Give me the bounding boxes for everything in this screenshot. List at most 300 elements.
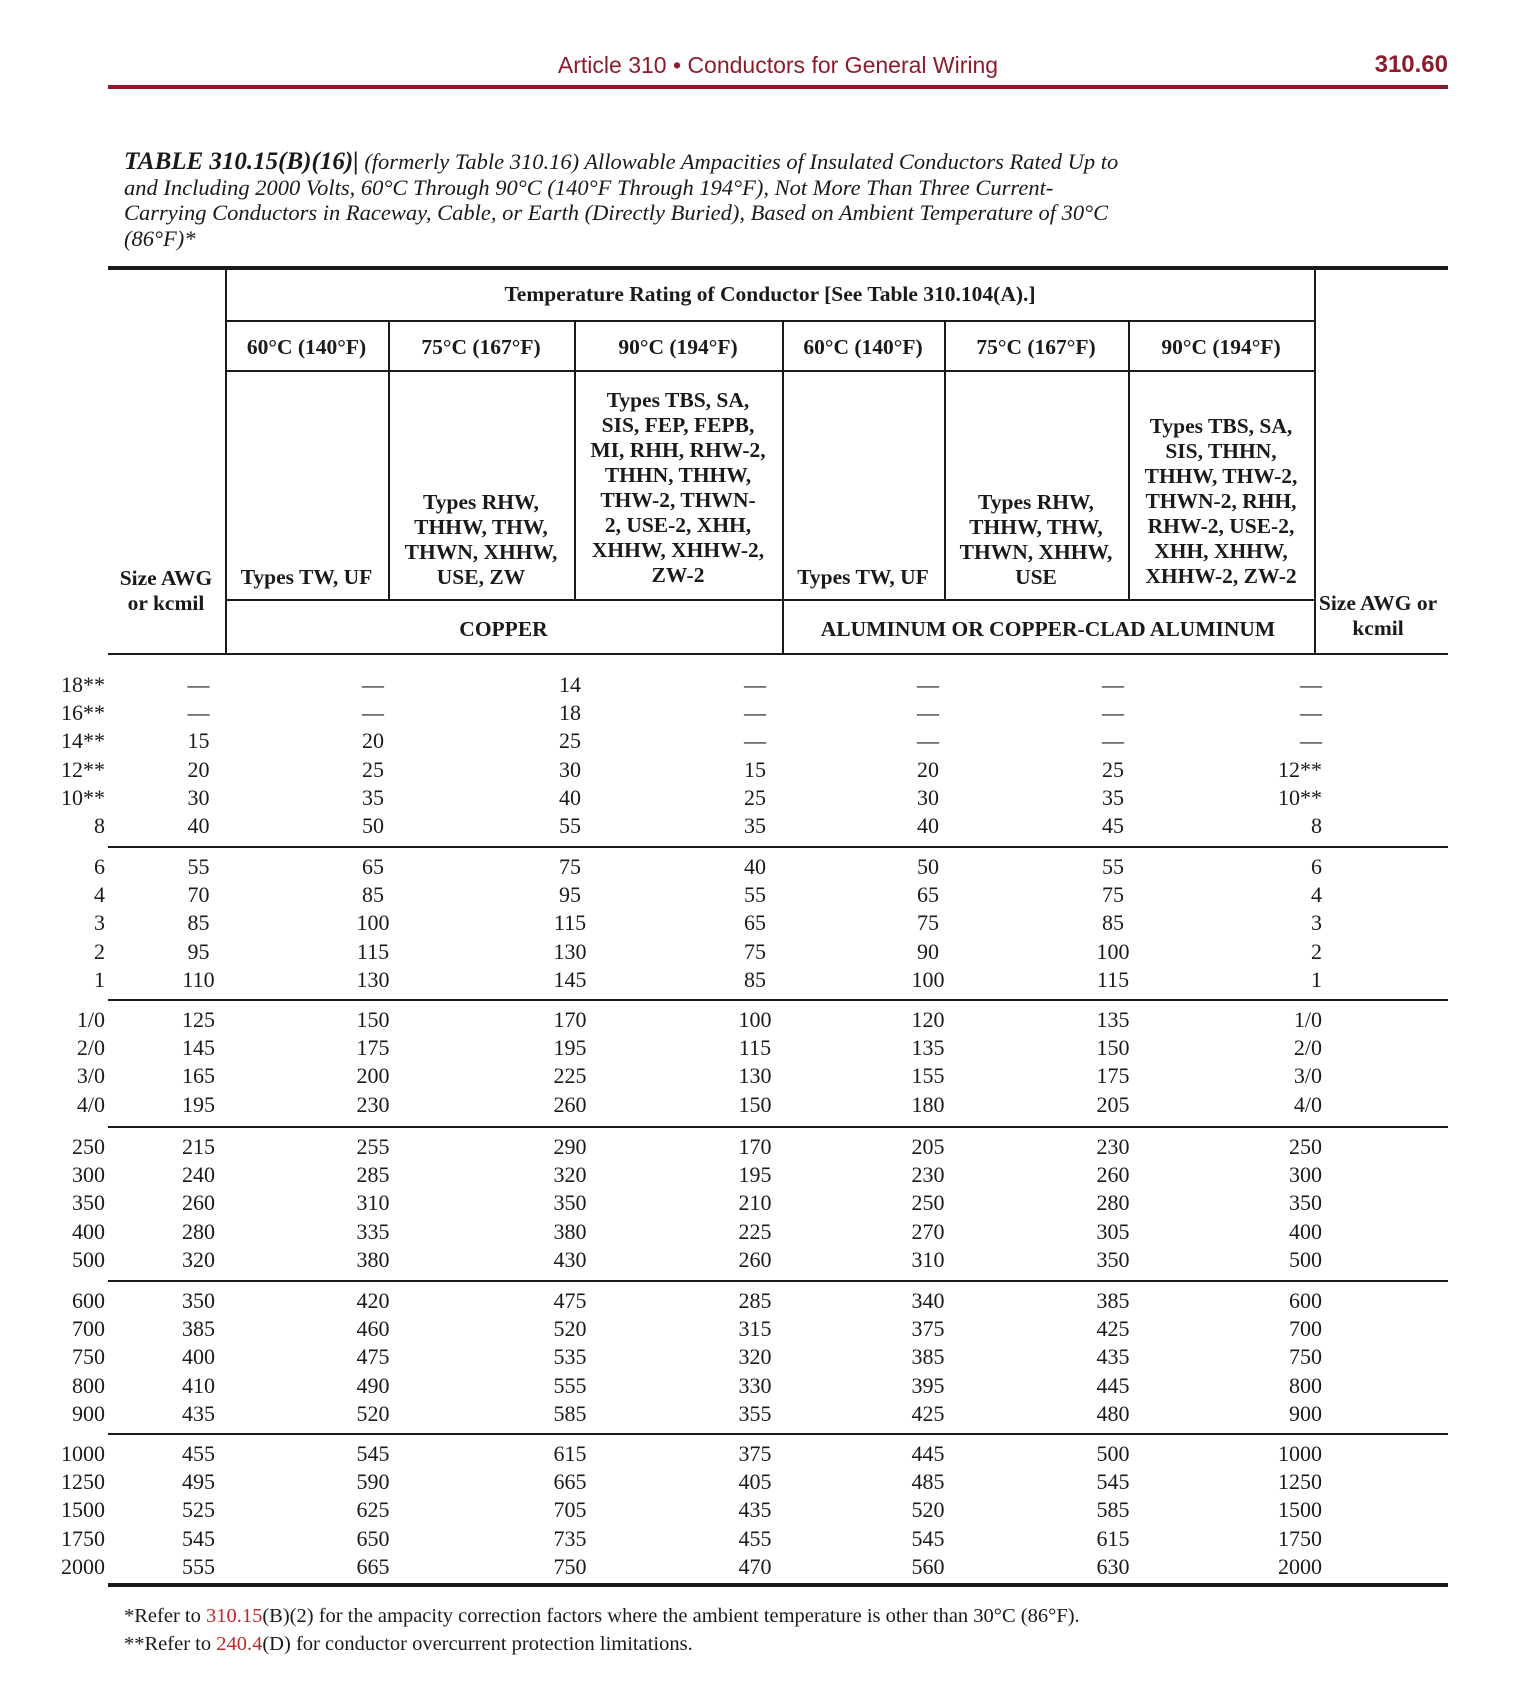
size-heading-left: Size AWG or kcmil bbox=[119, 566, 213, 615]
size-cell: 8 bbox=[1311, 813, 1322, 838]
table-row bbox=[0, 1553, 1340, 1581]
conductor-types: Types TW, UF bbox=[240, 565, 373, 589]
ampacity-cell: 20 bbox=[362, 728, 384, 754]
size-cell: 400 bbox=[1289, 1218, 1322, 1244]
aluminum-heading: ALUMINUM OR COPPER-CLAD ALUMINUM bbox=[820, 617, 1276, 641]
ampacity-cell: 615 bbox=[1096, 1525, 1130, 1551]
ampacity-cell: 115 bbox=[356, 938, 390, 964]
ampacity-cell: 55 bbox=[187, 854, 210, 879]
ampacity-cell: — bbox=[187, 700, 210, 726]
ampacity-cell: 260 bbox=[553, 1091, 587, 1117]
ampacity-cell: 375 bbox=[738, 1441, 772, 1466]
header-bottom-rule bbox=[108, 653, 1448, 655]
ampacity-cell: 205 bbox=[911, 1134, 945, 1159]
size-cell: 2 bbox=[1311, 938, 1322, 964]
ampacity-cell: 125 bbox=[182, 1007, 215, 1032]
ampacity-cell: 630 bbox=[1096, 1553, 1130, 1579]
ampacity-cell: 500 bbox=[1096, 1441, 1130, 1466]
ampacity-cell: 170 bbox=[738, 1134, 772, 1159]
ampacity-cell: 90 bbox=[917, 938, 939, 964]
size-cell: 12** bbox=[1278, 756, 1322, 782]
ampacity-cell: 525 bbox=[182, 1497, 215, 1523]
ampacity-cell: 215 bbox=[182, 1134, 215, 1159]
size-cell: 900 bbox=[72, 1400, 105, 1426]
ampacity-cell: — bbox=[362, 700, 384, 726]
ampacity-cell: 45 bbox=[1102, 813, 1124, 838]
size-cell: 6 bbox=[1311, 854, 1322, 879]
header-divider bbox=[225, 370, 1315, 372]
table-top-rule bbox=[108, 266, 1448, 270]
table-row bbox=[0, 1218, 1340, 1246]
size-cell: 250 bbox=[1289, 1134, 1322, 1159]
size-cell: 1/0 bbox=[1293, 1007, 1322, 1032]
ampacity-cell: 340 bbox=[911, 1288, 945, 1313]
ampacity-cell: 470 bbox=[738, 1553, 772, 1579]
ampacity-cell: 285 bbox=[738, 1288, 772, 1313]
section-number: 310.60 bbox=[1374, 51, 1448, 78]
size-cell: 1250 bbox=[61, 1469, 105, 1495]
size-cell: 750 bbox=[72, 1344, 105, 1370]
ampacity-cell: 65 bbox=[362, 854, 384, 879]
size-cell: 14** bbox=[61, 728, 105, 754]
ampacity-cell: 170 bbox=[553, 1007, 587, 1032]
ampacity-cell: — bbox=[917, 700, 939, 726]
ampacity-cell: 520 bbox=[356, 1400, 390, 1426]
size-cell: 600 bbox=[72, 1288, 105, 1313]
ampacity-cell: 615 bbox=[553, 1441, 587, 1466]
ampacity-cell: 130 bbox=[553, 938, 587, 964]
size-cell: 350 bbox=[72, 1190, 105, 1216]
table-row bbox=[0, 1246, 1340, 1274]
size-cell: 1750 bbox=[61, 1525, 105, 1551]
group-separator bbox=[108, 1126, 1448, 1128]
ampacity-cell: 310 bbox=[911, 1246, 945, 1272]
ampacity-cell: 260 bbox=[738, 1246, 772, 1272]
ampacity-cell: 285 bbox=[356, 1162, 390, 1188]
ampacity-cell: 430 bbox=[553, 1246, 587, 1272]
ampacity-cell: 25 bbox=[744, 784, 766, 810]
size-cell: 6 bbox=[94, 854, 105, 879]
ampacity-cell: 280 bbox=[1096, 1190, 1130, 1216]
size-cell: 3 bbox=[1311, 910, 1322, 936]
article-title: Conductors for General Wiring bbox=[687, 52, 999, 78]
size-cell: 400 bbox=[72, 1218, 105, 1244]
ampacity-cell: 495 bbox=[182, 1469, 215, 1495]
size-cell: 3/0 bbox=[1293, 1063, 1322, 1089]
ampacity-cell: 480 bbox=[1096, 1400, 1130, 1426]
size-cell: 4 bbox=[1311, 882, 1322, 908]
ampacity-cell: 405 bbox=[738, 1469, 772, 1495]
size-cell: 1000 bbox=[1278, 1441, 1322, 1466]
size-cell: 1750 bbox=[1278, 1525, 1322, 1551]
ampacity-cell: 520 bbox=[553, 1316, 587, 1342]
table-number: TABLE 310.15(B)(16) bbox=[124, 148, 354, 175]
ampacity-cell: 35 bbox=[1102, 784, 1124, 810]
size-cell: 1250 bbox=[1278, 1469, 1322, 1495]
ampacity-cell: 305 bbox=[1096, 1218, 1130, 1244]
group-separator bbox=[108, 999, 1448, 1001]
table-row bbox=[0, 1091, 1340, 1119]
ampacity-cell: 315 bbox=[738, 1316, 772, 1342]
ampacity-cell: — bbox=[187, 672, 210, 697]
table-row bbox=[0, 1372, 1340, 1400]
table-row bbox=[0, 812, 1340, 840]
ampacity-cell: 65 bbox=[917, 882, 939, 908]
ampacity-cell: 75 bbox=[744, 938, 766, 964]
ampacity-cell: 395 bbox=[911, 1372, 945, 1398]
table-row bbox=[0, 699, 1340, 727]
size-cell: 8 bbox=[94, 813, 105, 838]
ampacity-cell: 420 bbox=[356, 1288, 390, 1313]
size-cell: 2000 bbox=[61, 1553, 105, 1579]
size-cell: 1500 bbox=[1278, 1497, 1322, 1523]
size-cell: 800 bbox=[72, 1372, 105, 1398]
table-row bbox=[0, 853, 1340, 881]
ampacity-cell: 40 bbox=[917, 813, 939, 838]
article-label: Article 310 bbox=[557, 52, 667, 78]
table-row bbox=[0, 1062, 1340, 1090]
ampacity-cell: 15 bbox=[187, 728, 210, 754]
ampacity-cell: 75 bbox=[917, 910, 939, 936]
temperature-rating-heading: Temperature Rating of Conductor [See Table 310.104(A).] bbox=[504, 282, 1036, 306]
ampacity-cell: 555 bbox=[553, 1372, 587, 1398]
ampacity-cell: 200 bbox=[356, 1063, 390, 1089]
ampacity-cell: 380 bbox=[553, 1218, 587, 1244]
size-cell: 1 bbox=[1311, 966, 1322, 992]
table-caption bbox=[124, 149, 1124, 251]
table-row bbox=[0, 966, 1340, 994]
ampacity-cell: 385 bbox=[182, 1316, 215, 1342]
table-row bbox=[0, 1496, 1340, 1524]
table-row bbox=[0, 784, 1340, 812]
ampacity-cell: 650 bbox=[356, 1525, 390, 1551]
ampacity-cell: — bbox=[1102, 700, 1124, 726]
ampacity-cell: 25 bbox=[559, 728, 581, 754]
ampacity-cell: 375 bbox=[911, 1316, 945, 1342]
ampacity-cell: 435 bbox=[1096, 1344, 1130, 1370]
footnote-text: (D) for conductor overcurrent protection limitations. bbox=[262, 1633, 693, 1655]
size-cell: 4 bbox=[94, 882, 105, 908]
ampacity-cell: 385 bbox=[911, 1344, 945, 1370]
cross-reference-link[interactable]: 240.4 bbox=[216, 1633, 263, 1655]
header-divider bbox=[225, 320, 1315, 322]
ampacity-cell: 40 bbox=[187, 813, 210, 838]
ampacity-cell: 150 bbox=[356, 1007, 390, 1032]
size-cell: 250 bbox=[72, 1134, 105, 1159]
ampacity-cell: 545 bbox=[356, 1441, 390, 1466]
ampacity-cell: 310 bbox=[356, 1190, 390, 1216]
ampacity-cell: 475 bbox=[356, 1344, 390, 1370]
ampacity-cell: 320 bbox=[182, 1246, 215, 1272]
ampacity-cell: — bbox=[1102, 672, 1124, 697]
group-separator bbox=[108, 1280, 1448, 1282]
size-cell: 4/0 bbox=[76, 1091, 105, 1117]
temp-heading: 60°C (140°F) bbox=[803, 335, 923, 359]
table-row bbox=[0, 1400, 1340, 1428]
size-cell: 350 bbox=[1289, 1190, 1322, 1216]
ampacity-cell: 225 bbox=[738, 1218, 772, 1244]
ampacity-cell: 560 bbox=[911, 1553, 945, 1579]
size-cell: 800 bbox=[1289, 1372, 1322, 1398]
ampacity-cell: — bbox=[917, 672, 939, 697]
table-row bbox=[0, 1468, 1340, 1496]
ampacity-cell: 350 bbox=[553, 1190, 587, 1216]
ampacity-cell: 55 bbox=[1102, 854, 1124, 879]
ampacity-cell: 175 bbox=[1096, 1063, 1130, 1089]
size-cell: 4/0 bbox=[1293, 1091, 1322, 1117]
ampacity-cell: 555 bbox=[182, 1553, 215, 1579]
ampacity-cell: 15 bbox=[744, 756, 766, 782]
ampacity-cell: 230 bbox=[1096, 1134, 1130, 1159]
ampacity-cell: 145 bbox=[182, 1035, 215, 1061]
ampacity-cell: — bbox=[744, 672, 766, 697]
ampacity-cell: 425 bbox=[1096, 1316, 1130, 1342]
ampacity-cell: 115 bbox=[1096, 966, 1130, 992]
ampacity-cell: 30 bbox=[187, 784, 210, 810]
header-rule bbox=[108, 85, 1448, 89]
size-cell: 10** bbox=[1278, 784, 1322, 810]
ampacity-cell: 455 bbox=[182, 1441, 215, 1466]
ampacity-cell: 400 bbox=[182, 1344, 215, 1370]
size-cell: 300 bbox=[72, 1162, 105, 1188]
size-cell: 3/0 bbox=[76, 1063, 105, 1089]
ampacity-cell: 165 bbox=[182, 1063, 215, 1089]
ampacity-cell: — bbox=[744, 700, 766, 726]
ampacity-cell: 85 bbox=[187, 910, 210, 936]
table-row bbox=[0, 1287, 1340, 1315]
table-row bbox=[0, 1034, 1340, 1062]
ampacity-cell: 585 bbox=[553, 1400, 587, 1426]
ampacity-cell: 260 bbox=[1096, 1162, 1130, 1188]
size-cell: 700 bbox=[72, 1316, 105, 1342]
ampacity-cell: — bbox=[1102, 728, 1124, 754]
ampacity-cell: 350 bbox=[182, 1288, 215, 1313]
ampacity-cell: 35 bbox=[744, 813, 766, 838]
size-cell: 2/0 bbox=[76, 1035, 105, 1061]
bullet-separator: • bbox=[672, 52, 682, 78]
size-cell: 12** bbox=[61, 756, 105, 782]
ampacity-cell: 435 bbox=[182, 1400, 215, 1426]
size-cell: 18** bbox=[61, 672, 105, 697]
ampacity-cell: 25 bbox=[1102, 756, 1124, 782]
size-cell: — bbox=[1300, 700, 1322, 726]
ampacity-cell: 155 bbox=[911, 1063, 945, 1089]
ampacity-cell: 100 bbox=[911, 966, 945, 992]
size-cell: 10** bbox=[61, 784, 105, 810]
ampacity-cell: 665 bbox=[356, 1553, 390, 1579]
ampacity-cell: 100 bbox=[738, 1007, 772, 1032]
ampacity-cell: 230 bbox=[911, 1162, 945, 1188]
footnote-text: **Refer to bbox=[124, 1633, 217, 1655]
size-cell: 1 bbox=[94, 966, 105, 992]
change-bar: | bbox=[353, 148, 359, 175]
size-cell: — bbox=[1300, 672, 1322, 697]
temp-heading: 75°C (167°F) bbox=[976, 335, 1096, 359]
ampacity-cell: 30 bbox=[559, 756, 581, 782]
ampacity-cell: 85 bbox=[744, 966, 766, 992]
group-separator bbox=[108, 1433, 1448, 1435]
ampacity-cell: 85 bbox=[362, 882, 384, 908]
size-cell: — bbox=[1300, 728, 1322, 754]
ampacity-cell: 40 bbox=[744, 854, 766, 879]
table-row bbox=[0, 1525, 1340, 1553]
table-row bbox=[0, 1343, 1340, 1371]
ampacity-cell: 705 bbox=[553, 1497, 587, 1523]
ampacity-cell: 100 bbox=[1096, 938, 1130, 964]
temp-heading: 75°C (167°F) bbox=[421, 335, 541, 359]
ampacity-cell: 120 bbox=[911, 1007, 945, 1032]
size-cell: 1/0 bbox=[76, 1007, 105, 1032]
ampacity-cell: 95 bbox=[559, 882, 581, 908]
conductor-types: Types TBS, SA, SIS, THHN, THHW, THW-2, THWN-2, RHH, RHW-2, USE-2, XHH, XHHW, XHHW-2, ZW-2 bbox=[1144, 414, 1298, 588]
ampacity-cell: 240 bbox=[182, 1162, 215, 1188]
footnote-text: (B)(2) for the ampacity correction factors where the ambient temperature is other than 30°C (86°F). bbox=[262, 1605, 1080, 1627]
conductor-types: Types TBS, SA, SIS, FEP, FEPB, MI, RHH, RHW-2, THHN, THHW, THW-2, THWN- 2, USE-2, XHH, XHHW, XHHW-2, ZW-2 bbox=[590, 388, 766, 587]
ampacity-cell: 475 bbox=[553, 1288, 587, 1313]
ampacity-cell: 205 bbox=[1096, 1091, 1130, 1117]
ampacity-cell: 25 bbox=[362, 756, 384, 782]
table-row bbox=[0, 881, 1340, 909]
ampacity-cell: 95 bbox=[187, 938, 210, 964]
footnote bbox=[124, 1631, 693, 1657]
ampacity-cell: 85 bbox=[1102, 910, 1124, 936]
ampacity-cell: 35 bbox=[362, 784, 384, 810]
size-cell: 900 bbox=[1289, 1400, 1322, 1426]
size-cell: 2/0 bbox=[1293, 1035, 1322, 1061]
ampacity-cell: 260 bbox=[182, 1190, 215, 1216]
ampacity-cell: 130 bbox=[356, 966, 390, 992]
ampacity-cell: 590 bbox=[356, 1469, 390, 1495]
footnote bbox=[124, 1603, 1080, 1629]
size-cell: 750 bbox=[1289, 1344, 1322, 1370]
table-row bbox=[0, 1006, 1340, 1034]
ampacity-cell: 65 bbox=[744, 910, 766, 936]
ampacity-cell: 40 bbox=[559, 784, 581, 810]
ampacity-cell: 115 bbox=[553, 910, 587, 936]
ampacity-cell: 545 bbox=[911, 1525, 945, 1551]
ampacity-cell: 585 bbox=[1096, 1497, 1130, 1523]
ampacity-cell: 135 bbox=[911, 1035, 945, 1061]
conductor-types: Types TW, UF bbox=[797, 565, 929, 589]
ampacity-cell: 255 bbox=[356, 1134, 390, 1159]
ampacity-cell: 130 bbox=[738, 1063, 772, 1089]
conductor-types: Types RHW, THHW, THW, THWN, XHHW, USE bbox=[959, 490, 1113, 589]
size-cell: 2000 bbox=[1278, 1553, 1322, 1579]
ampacity-cell: 55 bbox=[559, 813, 581, 838]
running-head-title bbox=[108, 52, 1448, 79]
ampacity-cell: 135 bbox=[1096, 1007, 1130, 1032]
ampacity-cell: 350 bbox=[1096, 1246, 1130, 1272]
table-row bbox=[0, 756, 1340, 784]
ampacity-cell: 380 bbox=[356, 1246, 390, 1272]
table-row bbox=[0, 938, 1340, 966]
ampacity-cell: 625 bbox=[356, 1497, 390, 1523]
ampacity-cell: 75 bbox=[559, 854, 581, 879]
ampacity-cell: 435 bbox=[738, 1497, 772, 1523]
ampacity-cell: 150 bbox=[1096, 1035, 1130, 1061]
ampacity-cell: 750 bbox=[553, 1553, 587, 1579]
ampacity-cell: — bbox=[362, 672, 384, 697]
copper-heading: COPPER bbox=[459, 617, 548, 641]
group-separator bbox=[108, 846, 1448, 848]
ampacity-cell: 195 bbox=[738, 1162, 772, 1188]
ampacity-cell: 445 bbox=[1096, 1372, 1130, 1398]
ampacity-cell: 385 bbox=[1096, 1288, 1130, 1313]
ampacity-cell: 460 bbox=[356, 1316, 390, 1342]
size-cell: 16** bbox=[61, 700, 105, 726]
header-divider bbox=[782, 322, 784, 654]
ampacity-cell: 20 bbox=[917, 756, 939, 782]
ampacity-cell: 445 bbox=[911, 1441, 945, 1466]
ampacity-cell: 490 bbox=[356, 1372, 390, 1398]
ampacity-cell: 330 bbox=[738, 1372, 772, 1398]
conductor-types: Types RHW, THHW, THW, THWN, XHHW, USE, ZW bbox=[404, 490, 558, 589]
ampacity-cell: 30 bbox=[917, 784, 939, 810]
size-cell: 600 bbox=[1289, 1288, 1322, 1313]
ampacity-cell: 545 bbox=[182, 1525, 215, 1551]
size-cell: 3 bbox=[94, 910, 105, 936]
ampacity-cell: 455 bbox=[738, 1525, 772, 1551]
ampacity-cell: 100 bbox=[356, 910, 390, 936]
header-divider bbox=[1314, 270, 1316, 654]
table-row bbox=[0, 909, 1340, 937]
temp-heading: 90°C (194°F) bbox=[1161, 335, 1281, 359]
ampacity-cell: 195 bbox=[182, 1091, 215, 1117]
ampacity-cell: 545 bbox=[1096, 1469, 1130, 1495]
ampacity-cell: — bbox=[917, 728, 939, 754]
header-divider bbox=[225, 270, 227, 654]
ampacity-cell: 14 bbox=[559, 672, 581, 697]
ampacity-cell: 150 bbox=[738, 1091, 772, 1117]
temp-heading: 60°C (140°F) bbox=[246, 335, 367, 359]
ampacity-cell: 335 bbox=[356, 1218, 390, 1244]
ampacity-cell: 70 bbox=[187, 882, 210, 908]
ampacity-cell: 425 bbox=[911, 1400, 945, 1426]
size-cell: 500 bbox=[1289, 1246, 1322, 1272]
ampacity-cell: 320 bbox=[553, 1162, 587, 1188]
size-cell: 2 bbox=[94, 938, 105, 964]
ampacity-cell: 320 bbox=[738, 1344, 772, 1370]
table-row bbox=[0, 1189, 1340, 1217]
ampacity-cell: 145 bbox=[553, 966, 587, 992]
ampacity-cell: 230 bbox=[356, 1091, 390, 1117]
table-row bbox=[0, 1440, 1340, 1468]
ampacity-cell: 290 bbox=[553, 1134, 587, 1159]
table-row bbox=[0, 671, 1340, 699]
ampacity-cell: — bbox=[744, 728, 766, 754]
table-row bbox=[0, 1133, 1340, 1161]
ampacity-cell: 410 bbox=[182, 1372, 215, 1398]
temp-heading: 90°C (194°F) bbox=[618, 335, 738, 359]
ampacity-cell: 115 bbox=[738, 1035, 772, 1061]
table-row bbox=[0, 1161, 1340, 1189]
ampacity-cell: 210 bbox=[738, 1190, 772, 1216]
size-heading-right: Size AWG or kcmil bbox=[1318, 591, 1438, 640]
ampacity-cell: 18 bbox=[559, 700, 581, 726]
cross-reference-link[interactable]: 310.15 bbox=[205, 1605, 263, 1627]
size-cell: 1000 bbox=[61, 1441, 105, 1466]
ampacity-cell: 250 bbox=[911, 1190, 945, 1216]
ampacity-cell: 280 bbox=[182, 1218, 215, 1244]
caption-text: (formerly Table 310.16) Allowable Ampacities of Insulated Conductors Rated Up to and Including 2000 Volts, 60°C Through 90°C (140°F Through 194°F), Not More Than Three Current-Carrying Conductors in Raceway, Cable, or Earth (Directly Buried), Based on Ambient Temperature of 30°C (86°F)* bbox=[124, 149, 1119, 251]
ampacity-cell: 110 bbox=[182, 966, 215, 992]
ampacity-cell: 485 bbox=[911, 1469, 945, 1495]
ampacity-cell: 355 bbox=[738, 1400, 772, 1426]
ampacity-cell: 55 bbox=[744, 882, 766, 908]
ampacity-cell: 535 bbox=[553, 1344, 587, 1370]
ampacity-cell: 180 bbox=[911, 1091, 945, 1117]
ampacity-cell: 520 bbox=[911, 1497, 945, 1523]
